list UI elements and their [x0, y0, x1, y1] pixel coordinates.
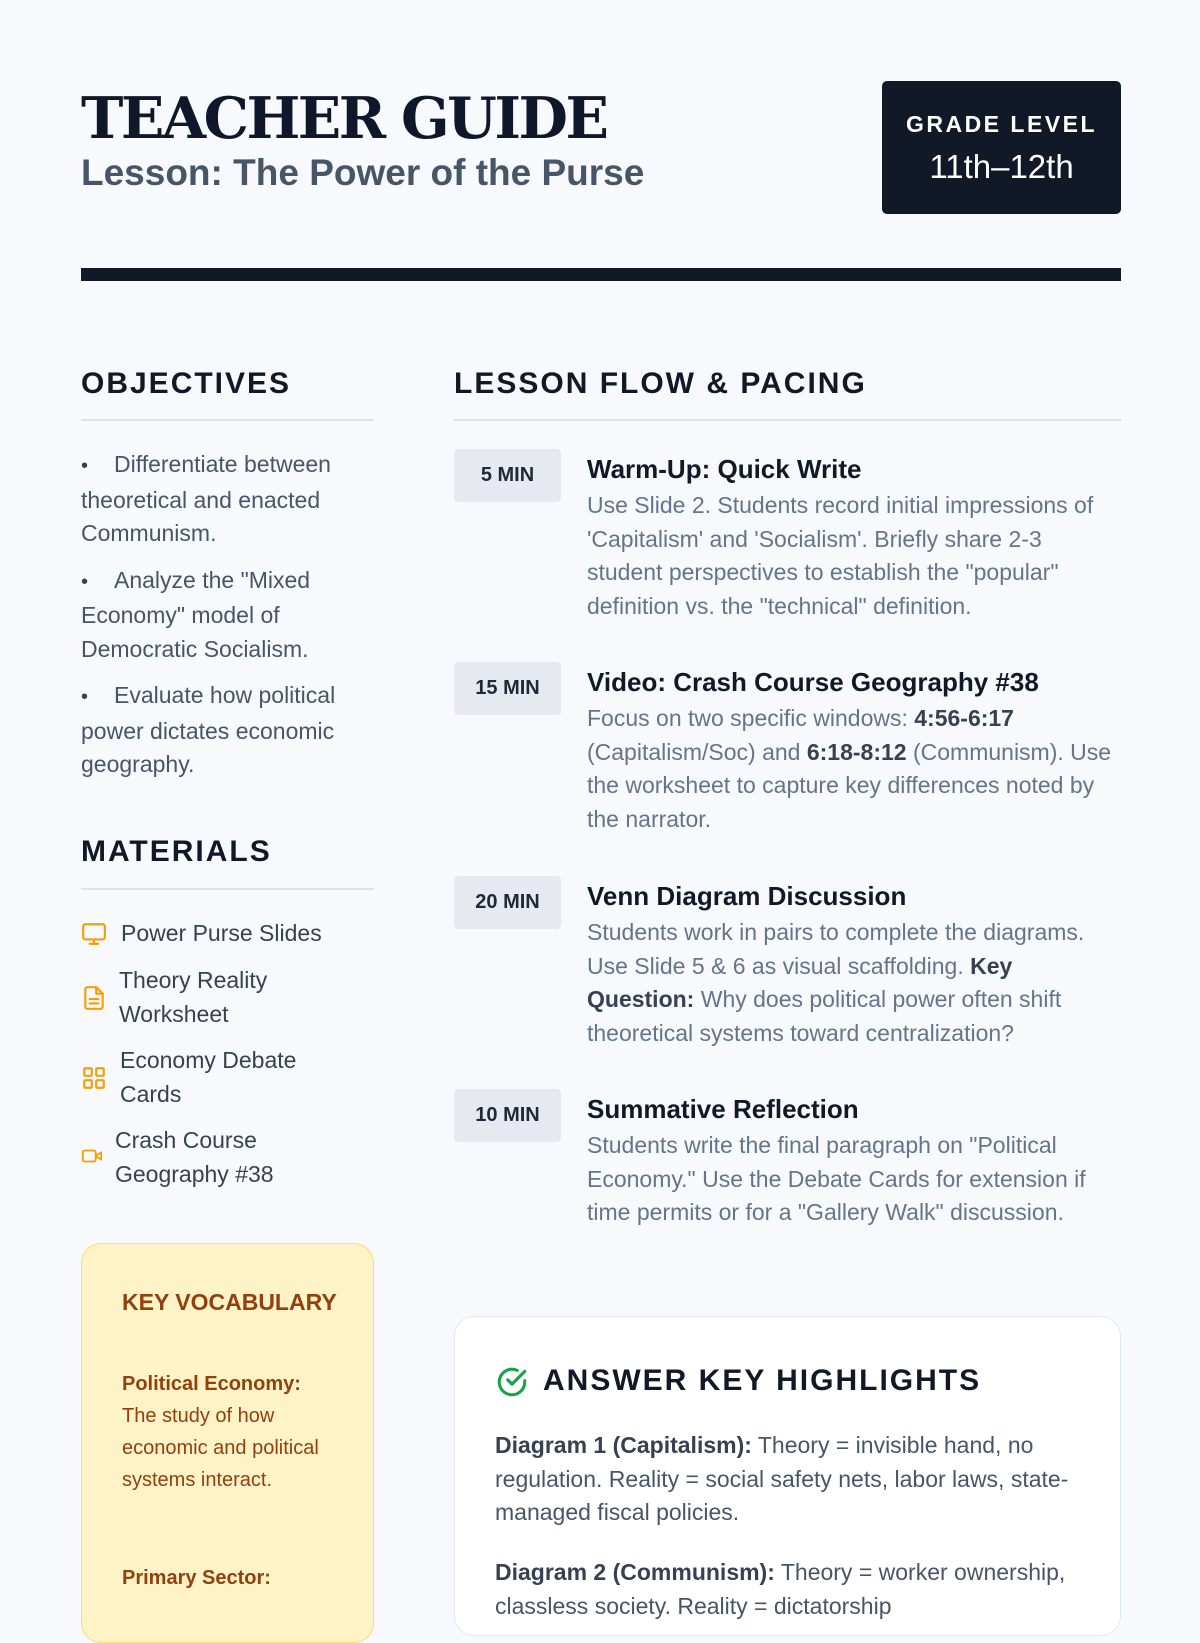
- material-item-debate-cards[interactable]: [81, 1044, 381, 1112]
- step-description: Students work in pairs to complete the diagrams. Use Slide 5 & 6 as visual scaffolding. Key Question: Why does political power often shift theoretical systems toward centralization?: [587, 919, 1085, 1046]
- answer-item: Diagram 2 (Communism): Theory = worker ownership, classless society. Reality = dictatorship: [495, 1559, 1066, 1619]
- materials-divider: [81, 888, 374, 890]
- vocabulary-title: KEY VOCABULARY: [122, 1289, 337, 1315]
- duration-badge: 20 MIN: [454, 876, 561, 929]
- list-item: [81, 448, 374, 551]
- objective-text: Evaluate how political power dictates economic geography.: [81, 682, 336, 777]
- step-title: Video: Crash Course Geography #38: [587, 667, 1039, 697]
- objectives-list: [81, 448, 374, 795]
- answer-label: Diagram 2 (Communism):: [495, 1559, 775, 1585]
- material-item-slides[interactable]: [81, 917, 381, 953]
- key-question-label: Key Question:: [587, 952, 1013, 1012]
- step-description: Focus on two specific windows: 4:56-6:17 (Capitalism/Soc) and 6:18-8:12 (Communism). Use the worksheet to capture key differences noted by the narrator.: [587, 705, 1112, 832]
- key-vocabulary-card: [81, 1243, 374, 1643]
- material-label: Power Purse Slides: [121, 920, 322, 946]
- grade-level-label: GRADE LEVEL: [905, 111, 1098, 137]
- document-icon: [81, 985, 107, 1011]
- vocab-term: Primary Sector:: [122, 1567, 271, 1589]
- lesson-subtitle: Lesson: The Power of the Purse: [81, 152, 645, 193]
- objectives-divider: [81, 419, 374, 421]
- list-item: [81, 679, 374, 782]
- grade-level-value: 11th–12th: [929, 148, 1074, 185]
- answer-label: Diagram 1 (Capitalism):: [495, 1432, 752, 1458]
- lesson-flow-heading: LESSON FLOW & PACING: [454, 367, 867, 400]
- header-divider: [81, 268, 1121, 281]
- objectives-heading: OBJECTIVES: [81, 367, 292, 400]
- teacher-guide-page: [81, 0, 1121, 1619]
- list-item: [81, 564, 374, 667]
- grid-icon: [81, 1065, 107, 1091]
- answer-item: Diagram 1 (Capitalism): Theory = invisible hand, no regulation. Reality = social safety nets, labor laws, state-managed fiscal policies.: [495, 1432, 1069, 1525]
- material-item-video[interactable]: [81, 1124, 381, 1192]
- duration-badge: 15 MIN: [454, 662, 561, 715]
- page-title: TEACHER GUIDE: [81, 85, 607, 152]
- timestamp-highlight: 6:18-8:12: [806, 738, 907, 765]
- material-label: Crash Course Geography #38: [115, 1127, 274, 1187]
- step-title: Warm-Up: Quick Write: [587, 454, 862, 484]
- step-title: Summative Reflection: [587, 1094, 859, 1124]
- bullet-icon: •: [81, 570, 89, 593]
- check-circle-icon: [495, 1365, 529, 1399]
- step-title: Venn Diagram Discussion: [587, 881, 907, 911]
- material-label: Economy Debate Cards: [120, 1047, 297, 1107]
- duration-badge: 5 MIN: [454, 449, 561, 502]
- material-item-worksheet[interactable]: [81, 964, 381, 1032]
- lesson-flow-divider: [454, 419, 1121, 421]
- material-label: Theory Reality Worksheet: [119, 967, 268, 1027]
- materials-heading: MATERIALS: [81, 835, 272, 868]
- video-camera-icon: [81, 1145, 103, 1167]
- presentation-icon: [81, 921, 107, 947]
- timestamp-highlight: 4:56-6:17: [914, 705, 1014, 731]
- objective-text: Analyze the "Mixed Economy" model of Democratic Socialism.: [81, 566, 311, 662]
- vocab-term: Political Economy:: [122, 1373, 301, 1395]
- bullet-icon: •: [81, 455, 89, 477]
- objective-text: Differentiate between theoretical and enacted Communism.: [81, 451, 331, 546]
- answer-key-title: ANSWER KEY HIGHLIGHTS: [543, 1364, 982, 1397]
- bullet-icon: •: [81, 686, 89, 708]
- duration-badge: 10 MIN: [454, 1089, 561, 1142]
- step-description: Students write the final paragraph on "Political Economy." Use the Debate Cards for extension if time permits or for a "Gallery Walk" discussion.: [587, 1132, 1086, 1225]
- step-description: Use Slide 2. Students record initial impressions of 'Capitalism' and 'Socialism'. Briefly share 2-3 student perspectives to establish the "popular" definition vs. the "technical" definition.: [587, 492, 1094, 619]
- vocab-definition: The study of how economic and political systems interact.: [122, 1405, 319, 1491]
- answer-key-card: [454, 1316, 1121, 1636]
- grade-level-badge: [882, 81, 1121, 214]
